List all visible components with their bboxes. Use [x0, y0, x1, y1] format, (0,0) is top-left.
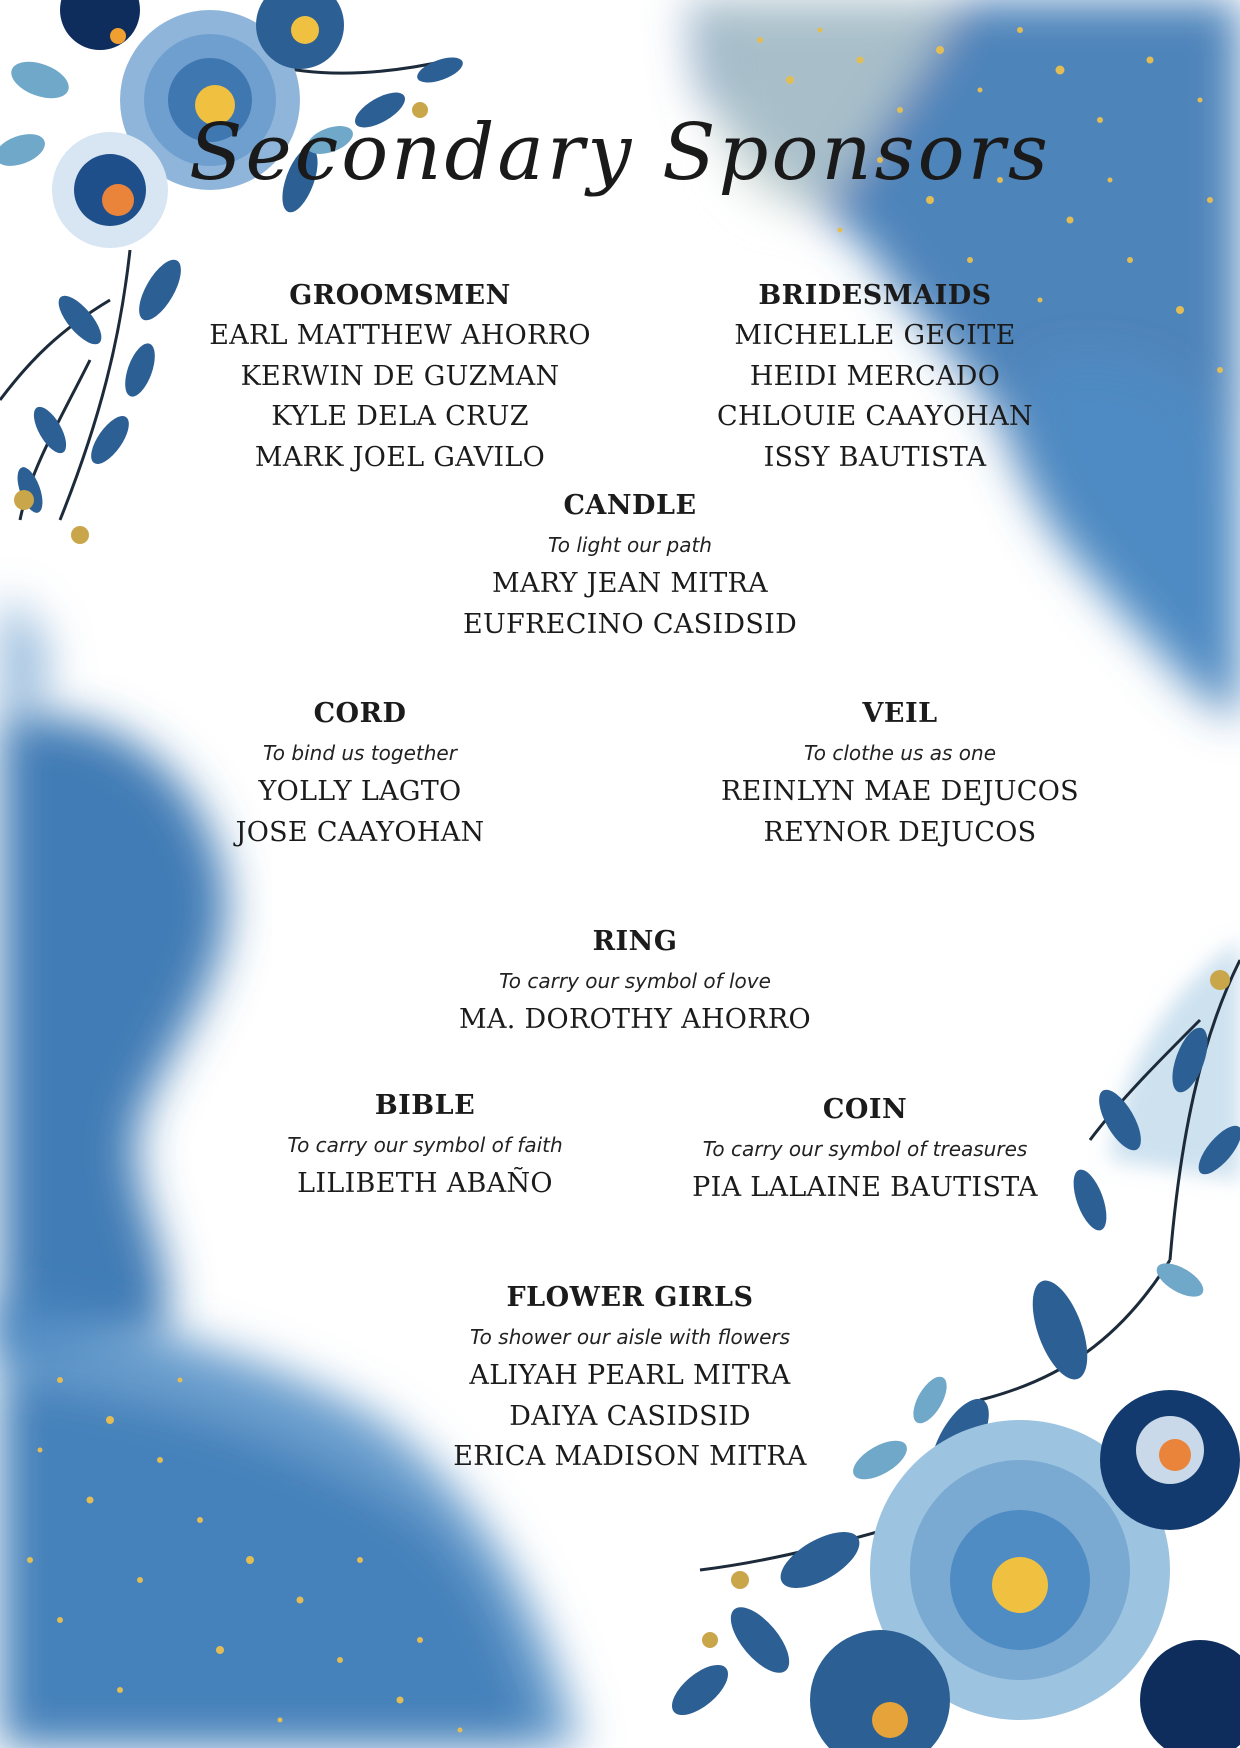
- flower-girls-heading: FLOWER GIRLS: [506, 1282, 754, 1313]
- veil-section: [700, 694, 1100, 853]
- candle-subtitle: To light our path: [548, 533, 712, 557]
- coin-section: [660, 1090, 1070, 1209]
- groomsmen-heading: GROOMSMEN: [289, 280, 511, 311]
- bridesmaid-name: CHLOUIE CAAYOHAN: [717, 401, 1033, 432]
- flower-girl-name: ALIYAH PEARL MITRA: [469, 1360, 791, 1391]
- flower-girls-section: [420, 1278, 840, 1478]
- veil-sponsor-name: REYNOR DEJUCOS: [763, 816, 1037, 848]
- page-title: Secondary Sponsors: [189, 108, 1051, 198]
- coin-sponsor-name: PIA LALAINE BAUTISTA: [692, 1172, 1038, 1203]
- bridesmaids-heading: BRIDESMAIDS: [758, 280, 992, 311]
- flower-girl-name: DAIYA CASIDSID: [509, 1400, 751, 1432]
- veil-subtitle: To clothe us as one: [803, 741, 996, 765]
- ring-subtitle: To carry our symbol of love: [499, 969, 771, 993]
- bridesmaid-name: ISSY BAUTISTA: [763, 441, 987, 473]
- bridesmaids-section: [670, 276, 1080, 478]
- cord-sponsor-name: JOSE CAAYOHAN: [235, 816, 485, 848]
- flower-girls-subtitle: To shower our aisle with flowers: [469, 1325, 791, 1349]
- groomsman-name: EARL MATTHEW AHORRO: [209, 320, 591, 351]
- bridesmaid-name: MICHELLE GECITE: [734, 320, 1016, 351]
- flower-girl-name: ERICA MADISON MITRA: [453, 1441, 807, 1472]
- cord-subtitle: To bind us together: [263, 741, 457, 765]
- cord-heading: CORD: [313, 698, 407, 729]
- ring-sponsor-name: MA. DOROTHY AHORRO: [459, 1004, 811, 1035]
- candle-section: [420, 486, 840, 645]
- candle-sponsor-name: EUFRECINO CASIDSID: [462, 608, 798, 640]
- ring-section: [420, 922, 850, 1041]
- veil-heading: VEIL: [862, 698, 938, 729]
- bible-section: [240, 1086, 610, 1205]
- groomsman-name: KYLE DELA CRUZ: [271, 401, 529, 432]
- bible-heading: BIBLE: [374, 1090, 476, 1121]
- bible-subtitle: To carry our symbol of faith: [287, 1133, 563, 1157]
- veil-sponsor-name: REINLYN MAE DEJUCOS: [721, 776, 1079, 807]
- cord-sponsor-name: YOLLY LAGTO: [258, 776, 462, 807]
- coin-subtitle: To carry our symbol of treasures: [702, 1137, 1028, 1161]
- groomsman-name: MARK JOEL GAVILO: [254, 441, 546, 473]
- ring-heading: RING: [592, 926, 678, 957]
- cord-section: [180, 694, 540, 853]
- bridesmaid-name: HEIDI MERCADO: [749, 360, 1001, 392]
- candle-heading: CANDLE: [563, 490, 697, 521]
- bible-sponsor-name: LILIBETH ABAÑO: [297, 1168, 553, 1199]
- groomsmen-section: [200, 276, 600, 478]
- candle-sponsor-name: MARY JEAN MITRA: [492, 568, 768, 599]
- groomsman-name: KERWIN DE GUZMAN: [240, 360, 560, 392]
- coin-heading: COIN: [822, 1094, 908, 1125]
